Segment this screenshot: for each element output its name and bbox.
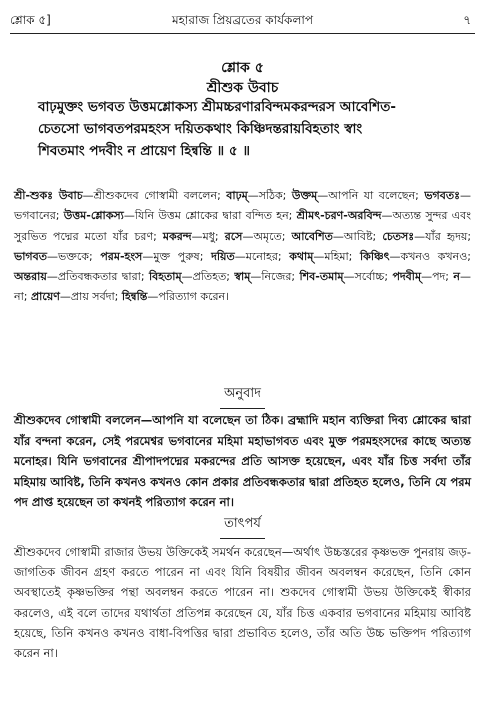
synonym-entry: উক্তম্—আপনি যা বলেছেন; <box>291 189 419 202</box>
verse-reference: শ্লোক ৫ <box>221 60 264 76</box>
verse-speaker: শ্রীশুক উবাচ <box>206 80 279 96</box>
synonym-entry: রসে—অমৃতে; <box>224 229 286 243</box>
synonym-meaning: পদ; <box>432 270 450 284</box>
purport-heading-text: তাৎপর্য <box>220 514 265 539</box>
synonym-entry: পদবীম্—পদ; <box>392 270 450 284</box>
synonym-meaning: অত্যন্ত সুন্দর এবং সুরভিত পদ্মের মতো যাঁর চরণ; <box>14 209 471 243</box>
synonym-meaning: ভক্তকে; <box>57 249 93 263</box>
synonym-word: শ্রী-শুকঃ উবাচ <box>14 189 83 202</box>
synonym-meaning: সর্বোচ্চ; <box>354 270 389 284</box>
synonym-meaning: সঠিক; <box>258 189 287 202</box>
synonym-entry: প্রায়েণ—প্রায় সর্বদা; <box>30 290 119 304</box>
synonym-entry: শ্রীমৎ-চরণ-অরবিন্দ—অত্যন্ত সুন্দর এবং সুরভিত পদ্মের মতো যাঁর চরণ; <box>14 209 471 243</box>
synonym-word: হিন্বন্তি <box>121 290 148 304</box>
synonym-entry: দয়িত—মনোহর; <box>211 249 282 263</box>
purport-text: শ্রীশুকদেব গোস্বামী রাজার উভয় উক্তিকেই সমর্থন করেছেন—অর্থাৎ উচ্চস্তরের কৃষ্ণভক্ত পুনরায় জড়-জাগতিক জীবন গ্রহণ করতে পারেন না এবং যিনি বিষয়ীর জীবন অবলম্বন করেছেন, তিনি কোন অবস্থাতেই কৃষ্ণভক্তির পন্থা অবলম্বন করতে পারেন না। শুকদেব গোস্বামী উভয় উক্তিকেই স্বীকার করলেও, এই বলে তাদের যথার্থতা প্রতিপন্ন করেছেন যে, যাঁর চিত্ত একবার ভগবানের মহিমায় আবিষ্ট হয়েছে, তিনি কখনও কখনও বাধা-বিপত্তির দ্বারা প্রভাবিত হলেও, তাঁর অতি উচ্চ ভক্তিপদ পরিত্যাগ করেন না। <box>14 545 471 661</box>
synonym-word: দয়িত <box>211 249 235 263</box>
synonym-meaning: অমৃতে; <box>253 229 286 243</box>
verse-line: চেতসো ভাগবতপরমহংস দয়িতকথাং কিঞ্চিদন্তরায়বিহতাং স্বাং <box>38 121 363 137</box>
header-verse-label: শ্লোক ৫] <box>10 13 51 27</box>
synonym-entry: শ্রী-শুকঃ উবাচ—শ্রীশুকদেব গোস্বামী বললেন; <box>14 189 221 202</box>
synonym-word: শিব-তমাম্ <box>299 270 344 284</box>
purport-heading <box>0 514 485 539</box>
synonym-meaning: মহিমা; <box>324 249 353 263</box>
running-header <box>10 8 475 30</box>
synonym-meaning: আবিষ্ট; <box>343 229 377 243</box>
synonym-meaning: ভগবানের; <box>14 209 60 223</box>
page-number: ৭ <box>463 13 471 27</box>
synonym-meaning: মধু; <box>202 229 219 243</box>
synonym-word: কথাম্ <box>289 249 314 263</box>
synonym-meaning: মুক্ত পুরুষ; <box>153 249 204 263</box>
synonym-entry: ভাগবত—ভক্তকে; <box>14 249 93 263</box>
synonym-entry: চেতসঃ—যাঁর হৃদয়; <box>382 229 472 243</box>
verse-line: বাঢ়মুক্তং ভগবত উত্তমশ্লোকস্য শ্রীমচ্চরণারবিন্দমকরন্দরস আবেশিত- <box>38 99 396 115</box>
synonym-meaning: পরিত্যাগ করেন। <box>158 290 230 304</box>
synonym-word: স্বাম্ <box>234 270 251 284</box>
synonym-word: ভাগবত <box>14 249 47 263</box>
synonym-meaning: আপনি যা বলেছেন; <box>328 189 419 202</box>
synonym-word: বিহতাম্ <box>148 270 182 284</box>
word-for-word-synonyms <box>14 186 471 308</box>
synonym-word: বাঢ়ম্ <box>226 189 248 202</box>
header-chapter-title: মহারাজ প্রিয়ব্রতের কার্যকলাপ <box>171 13 314 27</box>
sanskrit-verse <box>38 96 471 162</box>
synonym-meaning: মনোহর; <box>245 249 282 263</box>
synonym-meaning: প্রায় সর্বদা; <box>70 290 119 304</box>
synonym-entry: ভগবতঃ—ভগবানের; <box>14 189 471 223</box>
synonym-entry: উত্তম-শ্লোকস্য—যিনি উত্তম শ্লোকের দ্বারা বন্দিত হন; <box>63 209 293 223</box>
synonym-meaning: না; <box>14 290 28 304</box>
synonym-entry: হিন্বন্তি—পরিত্যাগ করেন। <box>121 290 230 304</box>
synonym-word: অন্তরায় <box>14 270 47 284</box>
synonym-entry: পরম-হংস—মুক্ত পুরুষ; <box>100 249 204 263</box>
synonym-meaning: প্রতিবন্ধকতার দ্বারা; <box>57 270 145 284</box>
synonym-meaning: কখনও কখনও; <box>400 249 472 263</box>
synonym-word: পদবীম্ <box>392 270 422 284</box>
synonym-meaning: নিজের; <box>261 270 296 284</box>
synonym-word: পরম-হংস <box>100 249 143 263</box>
translation-text: শ্রীশুকদেব গোস্বামী বললেন—আপনি যা বলেছেন তা ঠিক। ব্রহ্মাদি মহান ব্যক্তিরা দিব্য শ্লোকের দ্বারা যাঁর বন্দনা করেন, সেই পরমেশ্বর ভগবানের মহিমা মহাভাগবত এবং মুক্ত পরমহংসদের কাছে অত্যন্ত মনোহর। যিনি ভগবানের শ্রীপাদপদ্মের মকরন্দের প্রতি আসক্ত হয়েছেন, এবং যাঁর চিত্ত সর্বদা তাঁর মহিমায় আবিষ্ট, তিনি কখনও কখনও কোন প্রকার প্রতিবন্ধকতার দ্বারা প্রতিহত হলেও, তিনি যে পরম পদ প্রাপ্ত হয়েছেন তা কখনই পরিত্যাগ করেন না। <box>14 413 471 509</box>
synonym-word: শ্রীমৎ-চরণ-অরবিন্দ <box>296 209 382 223</box>
synonym-word: চেতসঃ <box>382 229 415 243</box>
synonym-meaning: যাঁর হৃদয়; <box>425 229 472 243</box>
synonym-word: আবেশিত <box>291 229 333 243</box>
translation-heading <box>0 384 485 409</box>
synonym-entry: শিব-তমাম্—সর্বোচ্চ; <box>299 270 389 284</box>
synonym-word: প্রায়েণ <box>30 290 60 304</box>
synonym-entry: বাঢ়ম্—সঠিক; <box>226 189 287 202</box>
synonym-meaning: শ্রীশুকদেব গোস্বামী বললেন; <box>93 189 221 202</box>
synonym-word: ভগবতঃ <box>424 189 460 202</box>
synonym-entry: বিহতাম্—প্রতিহত; <box>148 270 230 284</box>
translation-heading-text: অনুবাদ <box>220 384 265 409</box>
header-divider <box>10 33 475 34</box>
synonym-entry: মকরন্দ—মধু; <box>162 229 219 243</box>
synonym-word: উত্তম-শ্লোকস্য <box>63 209 124 223</box>
synonym-word: মকরন্দ <box>162 229 192 243</box>
synonym-word: কিঞ্চিৎ <box>360 249 390 263</box>
synonym-entry: আবেশিত—আবিষ্ট; <box>291 229 377 243</box>
synonym-meaning: যিনি উত্তম শ্লোকের দ্বারা বন্দিত হন; <box>134 209 293 223</box>
synonym-word: উক্তম্ <box>291 189 318 202</box>
synonym-entry: স্বাম্—নিজের; <box>234 270 296 284</box>
synonym-word: রসে <box>224 229 243 243</box>
synonym-entry: ন—না; <box>14 270 471 304</box>
synonym-word: ন <box>453 270 460 284</box>
verse-line: শিবতমাং পদবীং ন প্রায়েণ হিন্বন্তি ॥ ৫ ॥ <box>38 143 250 159</box>
synonym-entry: অন্তরায়—প্রতিবন্ধকতার দ্বারা; <box>14 270 145 284</box>
synonym-entry: কথাম্—মহিমা; <box>289 249 353 263</box>
synonym-entry: কিঞ্চিৎ—কখনও কখনও; <box>360 249 472 263</box>
synonym-meaning: প্রতিহত; <box>192 270 230 284</box>
